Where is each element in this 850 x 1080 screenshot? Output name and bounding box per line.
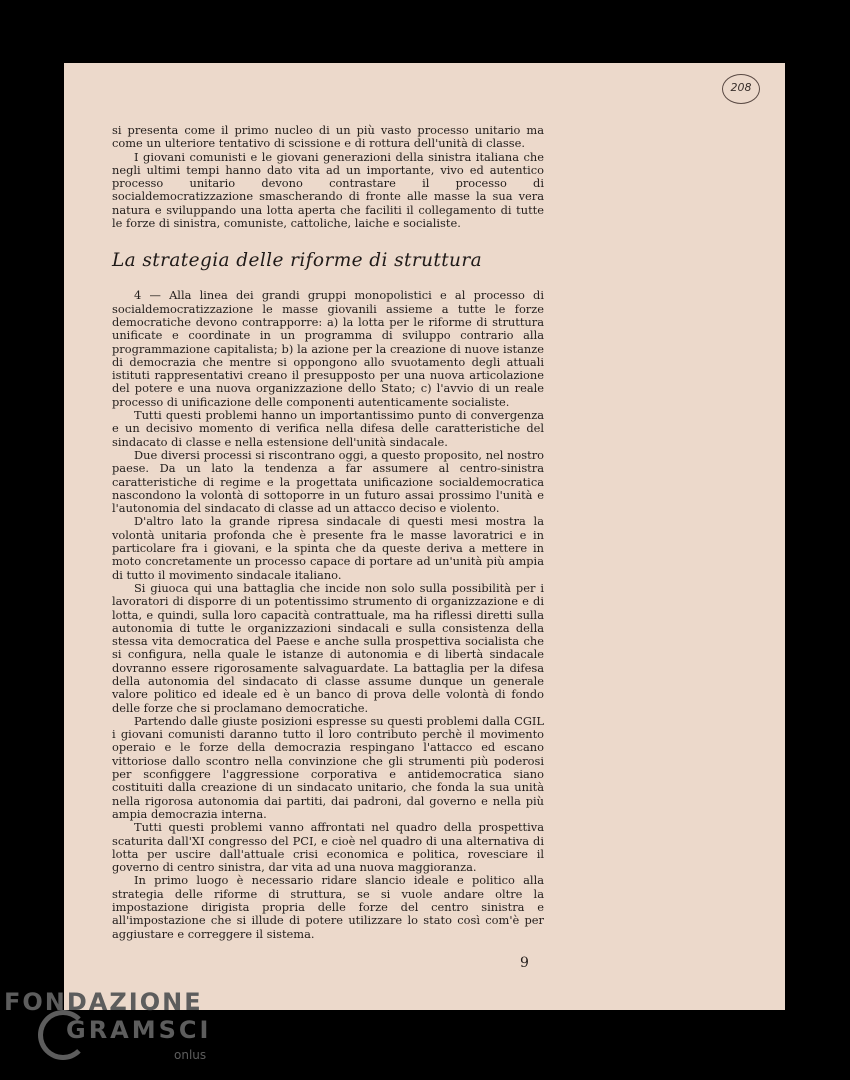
logo-line2: GRAMSCI [66, 1016, 212, 1044]
page-number: 9 [520, 955, 529, 971]
body-paragraph: Partendo dalle giuste posizioni espresse su questi problemi dalla CGIL i giovani comunisti daranno tutto il loro contributo perchè il movimento operaio e le forze della democrazia respingano l'attacco ed escano vittoriose dallo scontro nella convinzione che gli strumenti più poderosi per sconfiggere l'aggressione corporativa e antidemocratica siano costituiti dalla creazione di un sindacato unitario, che fonda la sua unità nella rigorosa autonomia dai partiti, dai padroni, dal governo e nella più ampia democrazia interna. [112, 713, 544, 821]
body-paragraph: In primo luogo è necessario ridare slancio ideale e politico alla strategia delle riforme di struttura, se si vuole andare oltre la impostazione dirigista propria delle forze del centro sinistra e all'impostazione che si illude di potere utilizzare lo stato così com'è per aggiustare e correggere il sistema. [112, 873, 544, 941]
body-paragraph: 4 — Alla linea dei grandi gruppi monopolistici e al processo di socialdemocratizzazione le masse giovanili assieme a tutte le forze democratiche devono contrapporre: a) la lotta per le riforme di struttura unificate e coordinate in un programma di sviluppo contrario alla programmazione capitalista; b) la azione per la creazione di nuove istanze di democrazia che mentre si oppongono allo svuotamento degli attuali istituti rappresentativi creano il presupposto per una nuova articolazione del potere e una nuova organizzazione dello Stato; c) l'avvio di un reale processo di unificazione delle componenti autenticamente socialiste. [112, 288, 544, 409]
logo-line1: FONDAZIONE [4, 988, 203, 1016]
logo-suffix: onlus [174, 1048, 207, 1062]
body-paragraph: Si giuoca qui una battaglia che incide non solo sulla possibilità per i lavoratori di disporre di un potentissimo strumento di organizzazione e di lotta, e quindi, sulla loro capacità contrattuale, ma ha riflessi diretti sulla autonomia di tutte le organizzazioni sindacali e sulla consistenza della stessa vita democratica del Paese e anche sulla prospettiva socialista che si configura, nella quale le istanze di autonomia e di libertà sindacale dovranno essere rigorosamente salvaguardate. La battaglia per la difesa della autonomia del sindacato di classe assume dunque un generale valore politico ed ideale ed è un banco di prova delle volontà di fondo delle forze che si proclamano democratiche. [112, 580, 544, 715]
body-paragraph: Due diversi processi si riscontrano oggi, a questo proposito, nel nostro paese. Da un lato la tendenza a far assumere al centro-sinistra caratteristiche di regime e la progettata unificazione socialdemocratica nascondono la volontà di sottoporre in un futuro assai prossimo l'unità e l'autonomia del sindacato di classe ad un attacco deciso e violento. [112, 447, 544, 516]
archive-stamp: 208 [722, 74, 760, 104]
intro-paragraph: I giovani comunisti e le giovani generazioni della sinistra italiana che negli ultimi tempi hanno dato vita ad un importante, vivo ed autentico processo unitario devono contrastare il processo di socialdemocratizzazione smascherando di fronte alle masse la sua vera natura e sviluppando una lotta aperta che faciliti il collegamento di tutte le forze di sinistra, comuniste, cattoliche, laiche e socialiste. [112, 149, 544, 231]
body-paragraph: Tutti questi problemi vanno affrontati nel quadro della prospettiva scaturita dall'XI congresso del PCI, e cioè nel quadro di una alternativa di lotta per uscire dall'attuale crisi economica e politica, rovesciare il governo di centro sinistra, dar vita ad una nuova maggioranza. [112, 820, 544, 875]
section-heading: La strategia delle riforme di struttura [112, 250, 483, 272]
body-paragraph: Tutti questi problemi hanno un importantissimo punto di convergenza e un decisivo momento di verifica nella difesa delle caratteristiche del sindacato di classe e nella estensione dell'unità sindacale. [112, 408, 544, 449]
foundation-logo [4, 988, 234, 1076]
page-body [112, 124, 544, 941]
body-paragraph: D'altro lato la grande ripresa sindacale di questi mesi mostra la volontà unitaria profonda che è presente fra le masse lavoratrici e in particolare fra i giovani, e la spinta che da queste deriva a mettere in moto concretamente un processo capace di portare ad un'unità più ampia di tutto il movimento sindacale italiano. [112, 514, 544, 582]
intro-paragraph: si presenta come il primo nucleo di un più vasto processo unitario ma come un ulteriore tentativo di scissione e di rottura dell'unità di classe. [112, 123, 544, 151]
